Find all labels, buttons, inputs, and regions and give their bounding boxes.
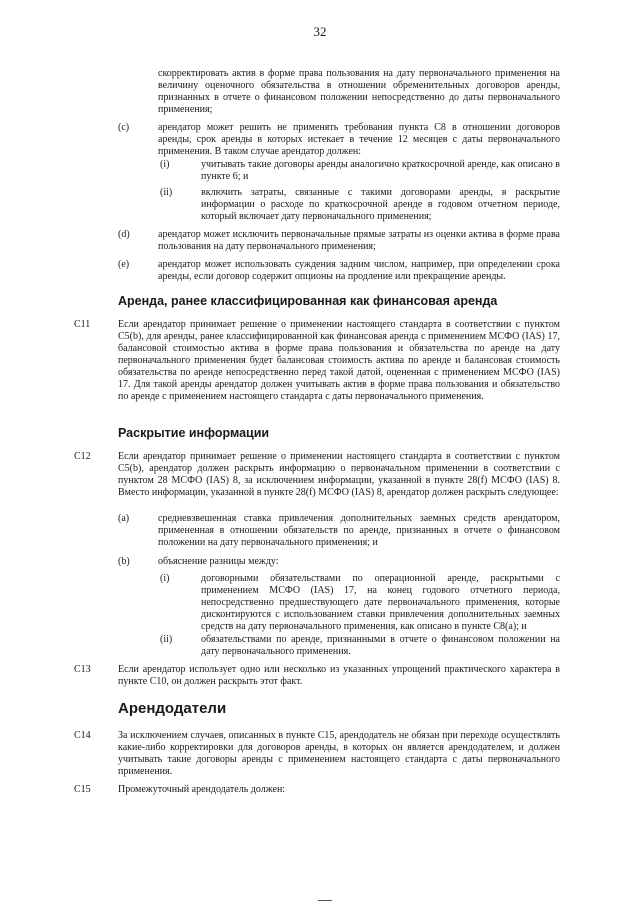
c12-b-ii-label: (ii) (160, 634, 173, 645)
c15-label: C15 (74, 784, 91, 795)
c12-a-label: (a) (118, 513, 130, 524)
heading-lessors: Арендодатели (118, 700, 227, 717)
c11-label: C11 (74, 319, 91, 330)
item-c-i-label: (i) (160, 159, 170, 170)
item-d-text: арендатор может исключить первоначальные прямые затраты из оценки актива в форме права пользования на дату первоначального применения; (158, 229, 560, 252)
c13-label: C13 (74, 664, 91, 675)
c12-b-i-label: (i) (160, 573, 170, 584)
top-paragraph: скорректировать актив в форме права пользования на дату первоначального применения на величину оценочного обязательства в отношении обременительных договоров аренды, признанных в отчете о финансовом положении непосредственно до даты первоначального применения; (158, 68, 560, 115)
item-c-ii-text: включить затраты, связанные с такими договорами аренды, в раскрытие информации о расходе по краткосрочной аренде в годовом отчетном периоде, который включает дату первоначального применения; (201, 187, 560, 222)
item-c-i-text: учитывать такие договоры аренды аналогично краткосрочной аренде, как описано в пункте 6; и (201, 159, 560, 182)
item-c-label: (c) (118, 122, 130, 133)
item-e-text: арендатор может использовать суждения задним числом, например, при определении срока аренды, если договор содержит опционы на продление или прекращение аренды. (158, 259, 560, 282)
c12-a-text: средневзвешенная ставка привлечения дополнительных заемных средств арендатором, примененная в отношении обязательств по аренде, признанных в отчете о финансовом положении на дату первоначального применения; и (158, 513, 560, 548)
c15-text: Промежуточный арендодатель должен: (118, 784, 286, 795)
scan-speck (318, 900, 332, 901)
c14-label: C14 (74, 730, 91, 741)
c14-text: За исключением случаев, описанных в пункте C15, арендодатель не обязан при переходе осуществлять какие-либо корректировки для договоров аренды, в которых он является арендодателем, и должен учитывать такие договоры аренды с применением настоящего стандарта с даты первоначального применения. (118, 730, 560, 777)
c12-label: C12 (74, 451, 91, 462)
item-d-label: (d) (118, 229, 130, 240)
c12-text: Если арендатор принимает решение о применении настоящего стандарта в соответствии с пунктом C5(b), арендатор должен раскрыть информацию о первоначальном применении в соответствии с пунктом 28 МСФО (IAS) 8, за исключением информации, указанной в пункте 28(f) МСФО (IAS) 8. Вместо информации, указанной в пункте 28(f) МСФО (IAS) 8, арендатор должен раскрыть следующее: (118, 451, 560, 498)
c12-b-i-text: договорными обязательствами по операционной аренде, раскрытыми с применением МСФО (IAS) 17, на конец годового отчетного периода, непосредственно предшествующего дате первоначального применения, которые дисконтируются с использованием ставки привлечения дополнительных заемных средств на дату первоначального применения, как описано в пункте C8(a); и (201, 573, 560, 632)
c11-text: Если арендатор принимает решение о применении настоящего стандарта в соответствии с пунктом C5(b), для аренды, ранее классифицированной как финансовая аренда с применением МСФО (IAS) 17, балансовой стоимостью актива в форме права пользования и обязательства по аренде на дату первоначального применения будет балансовая стоимость актива по аренде и балансовая стоимость обязательства по аренде непосредственно перед такой датой, оцененная с применением МСФО (IAS) 17. Для такой аренды арендатор должен учитывать актив в форме права пользования и обязательство по аренде с применением настоящего стандарта с даты первоначального применения. (118, 319, 560, 402)
item-e-label: (e) (118, 259, 130, 270)
c12-b-label: (b) (118, 556, 130, 567)
c12-b-ii-text: обязательствами по аренде, признанными в отчете о финансовом положении на дату первоначального применения. (201, 634, 560, 657)
heading-disclosure: Раскрытие информации (118, 426, 270, 440)
item-c-ii-label: (ii) (160, 187, 173, 198)
heading-finance-lease: Аренда, ранее классифицированная как финансовая аренда (118, 294, 498, 308)
c12-b-text: объяснение разницы между: (158, 556, 279, 567)
item-c-text: арендатор может решить не применять требования пункта C8 в отношении договоров аренды, срок аренды в которых истекает в течение 12 месяцев с даты первоначального применения. В таком случае арендатор должен: (158, 122, 560, 157)
c13-text: Если арендатор использует одно или несколько из указанных упрощений практического характера в пункте C10, он должен раскрыть этот факт. (118, 664, 560, 687)
page-number: 32 (313, 24, 327, 39)
